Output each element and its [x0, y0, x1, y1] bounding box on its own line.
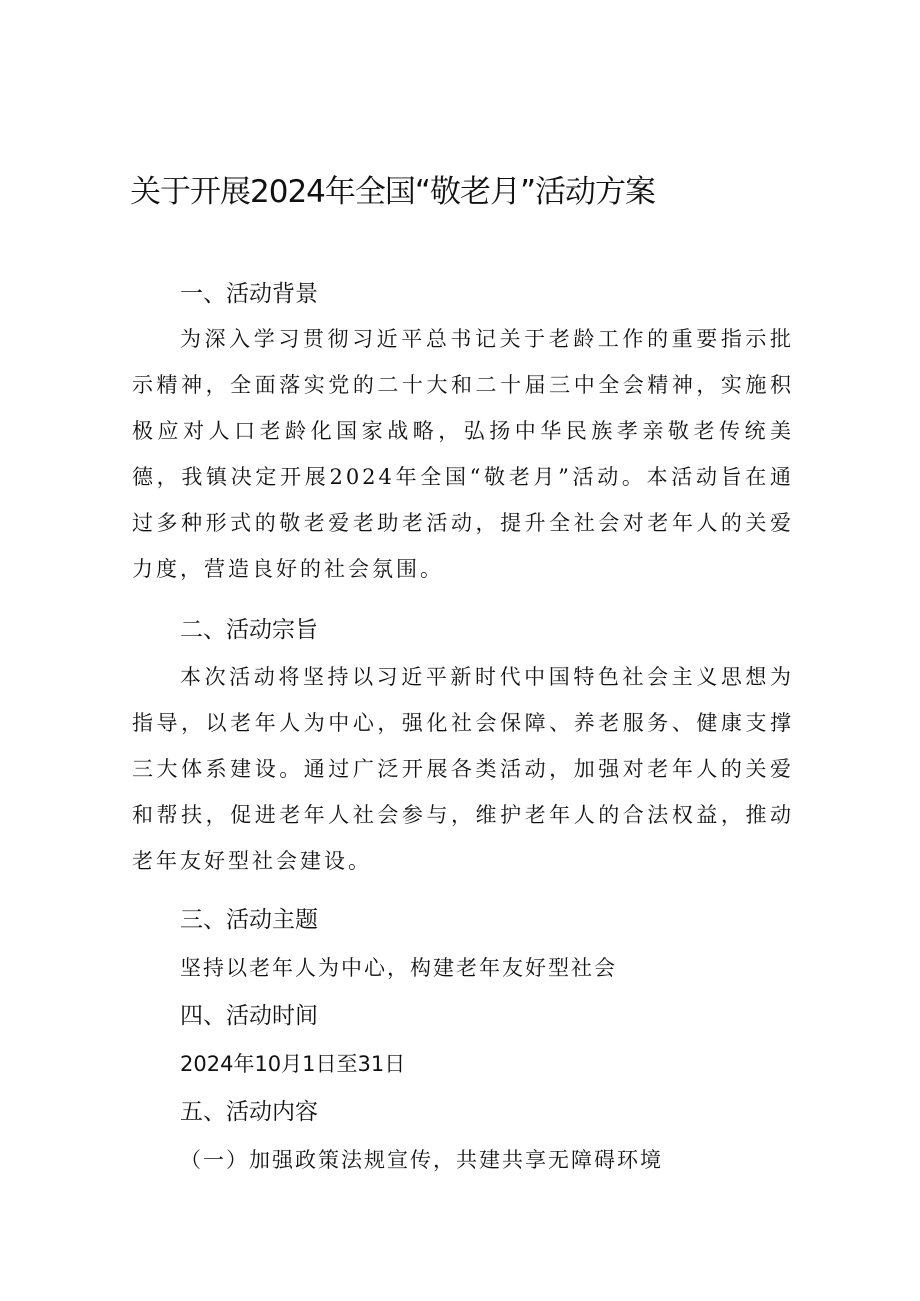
section-heading-purpose: 二、活动宗旨 — [180, 617, 318, 643]
section-heading-background: 一、活动背景 — [180, 281, 318, 307]
section-body-theme: 坚持以老年人为中心，构建老年友好型社会 — [180, 956, 617, 980]
subsection-heading-policy: （一）加强政策法规宣传，共建共享无障碍环境 — [180, 1148, 663, 1172]
section-body-time: 2024年10月1日至31日 — [180, 1052, 406, 1076]
document-title: 关于开展2024年全国“敬老月”活动方案 — [130, 174, 656, 210]
section-body-background: 为深入学习贯彻习近平总书记关于老龄工作的重要指示批示精神，全面落实党的二十大和二十届三中全会精神，实施积极应对人口老龄化国家战略，弘扬中华民族孝亲敬老传统美德，我镇决定开展2024年全国“敬老月”活动。本活动旨在通过多种形式的敬老爱老助老活动，提升全社会对老年人的关爱力度，营造良好的社会氛围。 — [132, 327, 794, 581]
section-body-purpose: 本次活动将坚持以习近平新时代中国特色社会主义思想为指导，以老年人为中心，强化社会保障、养老服务、健康支撑三大体系建设。通过广泛开展各类活动，加强对老年人的关爱和帮扶，促进老年人社会参与，维护老年人的合法权益，推动老年友好型社会建设。 — [132, 665, 794, 873]
section-heading-time: 四、活动时间 — [180, 1003, 318, 1029]
section-heading-theme: 三、活动主题 — [180, 907, 318, 933]
section-heading-content: 五、活动内容 — [180, 1099, 318, 1125]
